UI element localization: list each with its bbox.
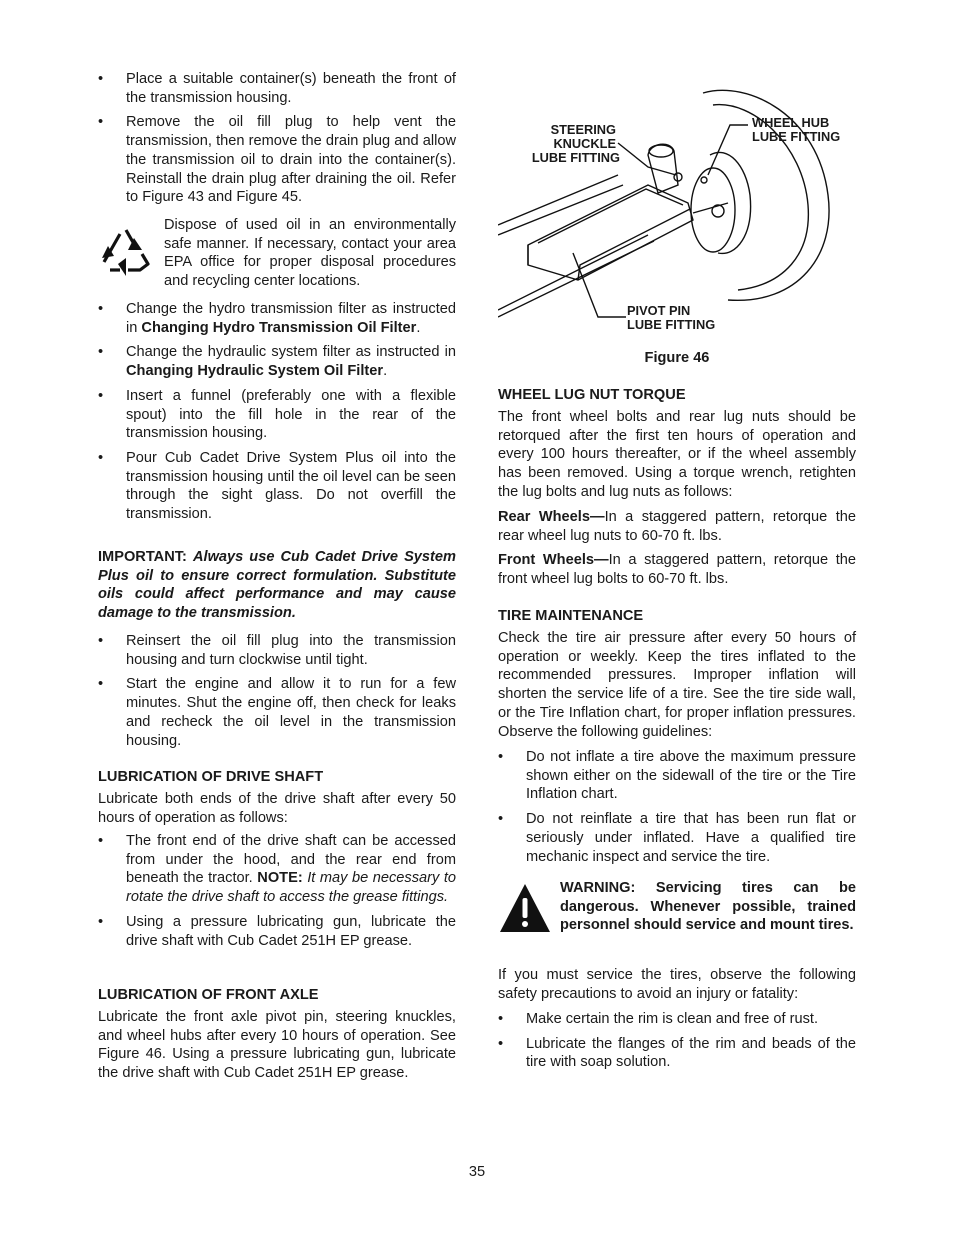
label-pivot-pin: PIVOT PIN LUBE FITTING [627, 303, 716, 332]
bullet-lubricate-flanges: • Lubricate the flanges of the rim and beads of the tire with soap solution. [498, 1035, 856, 1072]
bullet-funnel: • Insert a funnel (preferably one with a flexible spout) into the fill hole in the rear of the transmission housing. [98, 387, 456, 443]
figure-caption: Figure 46 [644, 350, 710, 366]
label-wheel-hub: WHEEL HUB LUBE FITTING [752, 115, 841, 144]
bullet-pour-oil: • Pour Cub Cadet Drive System Plus oil into the transmission housing until the oil level can be seen through the sight glass. Do not overfill the transmission. [98, 449, 456, 524]
rear-wheels-text: Rear Wheels—In a staggered pattern, retorque the rear wheel lug nuts to 60-70 ft. lbs. [498, 509, 856, 544]
bullet-rim-clean: • Make certain the rim is clean and free of rust. [498, 1010, 856, 1029]
heading-tire-maintenance: TIRE MAINTENANCE [498, 608, 644, 624]
page-number: 35 [468, 1164, 486, 1180]
bullet-lubricate-drive-shaft: • Using a pressure lubricating gun, lubricate the drive shaft with Cub Cadet 251H EP grease. [98, 913, 456, 950]
label-steering-knuckle: STEERING KNUCKLE [550, 122, 616, 151]
heading-wheel-lug: WHEEL LUG NUT TORQUE [498, 387, 686, 403]
heading-front-axle: LUBRICATION OF FRONT AXLE [98, 987, 319, 1003]
bullet-start-engine: • Start the engine and allow it to run for a few minutes. Shut the engine off, then check for leaks and recheck the oil level in the transmission housing. [98, 675, 456, 750]
bullet-drive-shaft-access: • The front end of the drive shaft can be accessed from under the hood, and the rear end from beneath the tractor. NOTE: It may be necessary to rotate the drive shaft to access the grease fittings. [98, 832, 456, 907]
bullet-place-container: • Place a suitable container(s) beneath the front of the transmission housing. [98, 70, 456, 107]
tire-text: Check the tire air pressure after every 50 hours of operation or weekly. Keep the tires inflated to the recommended pressures. Improper inflation will shorten the service life of a tire. See the tire side wall, or the Tire Inflation chart, for proper inflation pressures. Observe the following guidelines: [498, 630, 856, 740]
recycle-note: Dispose of used oil in an environmentally safe manner. If necessary, contact your area EPA office for proper disposal procedures and recycling center locations. [164, 217, 456, 290]
bullet-tire-max-pressure: • Do not inflate a tire above the maximum pressure shown either on the sidewall of the tire or the Tire Inflation chart. [498, 748, 856, 804]
heading-drive-shaft: LUBRICATION OF DRIVE SHAFT [98, 769, 324, 785]
lug-text: The front wheel bolts and rear lug nuts should be retorqued after the first ten hours of operation and every 100 hours thereafter, or if the wheel assembly has been removed. Using a torque wrench, retighten the lug bolts and lug nuts as follows: [498, 409, 856, 500]
warning-icon [498, 882, 552, 934]
drive-shaft-intro: Lubricate both ends of the drive shaft after every 50 hours of operation as follows: [98, 791, 456, 826]
bullet-hydraulic-filter: • Change the hydraulic system filter as instructed in Changing Hydraulic System Oil Filter. [98, 343, 456, 380]
recycle-icon [98, 224, 158, 284]
service-intro: If you must service the tires, observe the following safety precautions to avoid an injury or fatality: [498, 967, 856, 1002]
warning-text: WARNING: Servicing tires can be dangerous. Whenever possible, trained personnel should service and mount tires. [560, 880, 856, 934]
bullet-hydro-filter: • Change the hydro transmission filter as instructed in Changing Hydro Transmission Oil Filter. [98, 300, 456, 337]
bullet-reinsert-plug: • Reinsert the oil fill plug into the transmission housing and turn clockwise until tight. [98, 632, 456, 669]
bullet-remove-plug: • Remove the oil fill plug to help vent the transmission, then remove the drain plug and allow the transmission oil to drain into the container(s). Reinstall the drain plug after draining the oil. Refer to Figure 43 and Figure 45. [98, 113, 456, 207]
label-steering-lube-fitting: LUBE FITTING [531, 150, 620, 165]
front-wheels-text: Front Wheels—In a staggered pattern, retorque the front wheel lug bolts to 60-70 ft. lbs. [498, 552, 856, 587]
important-note: IMPORTANT: Always use Cub Cadet Drive System Plus oil to ensure correct formulation. Substitute oils could affect performance and may cause damage to the transmission. [98, 549, 456, 622]
bullet-tire-run-flat: • Do not reinflate a tire that has been run flat or seriously under inflated. Have a qualified tire mechanic inspect and service the tire. [498, 810, 856, 866]
figure-46 [498, 85, 856, 345]
front-axle-text: Lubricate the front axle pivot pin, steering knuckles, and wheel hubs after every 10 hours of operation. See Figure 46. Using a pressure lubricating gun, lubricate the drive shaft with Cub Cadet 251H EP grease. [98, 1009, 456, 1082]
